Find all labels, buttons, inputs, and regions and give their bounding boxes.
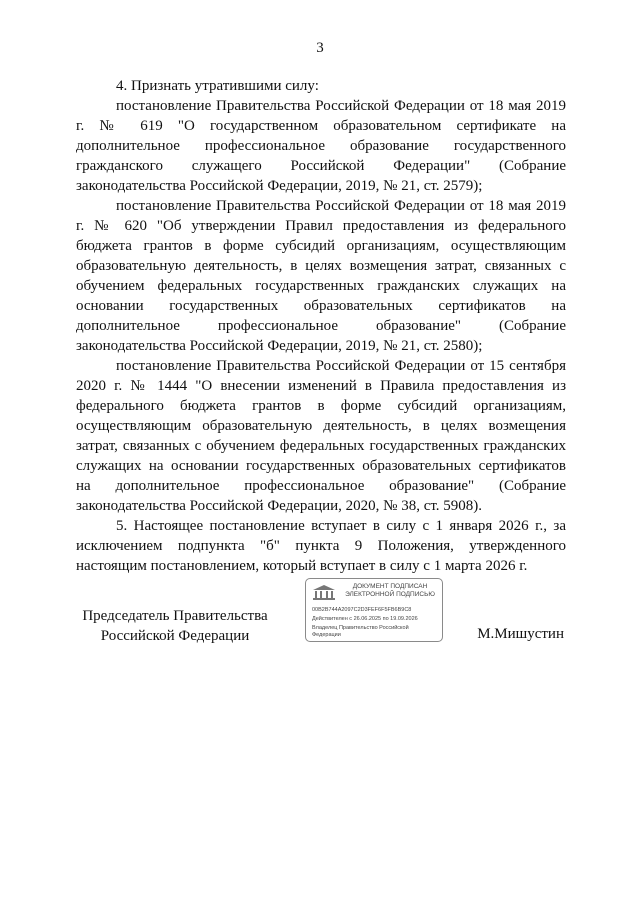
paragraph-repeal-1444: постановление Правительства Российской Федерации от 15 сентября 2020 г. № 1444 "О внесении изменений в Правила предоставления из федерального бюджета грантов в форме субсидий организациям, осуществляющим образовательную деятельность, в целях возмещения затрат, связанных с обучением федеральных государственных гражданских служащих на основании государственных образовательных сертификатов на дополнительное профессиональное образование" (Собрание законодательства Российской Федерации, 2020, № 38, ст. 5908). [76, 358, 566, 514]
paragraph-item-5: 5. Настоящее постановление вступает в силу с 1 января 2026 г., за исключением подпункта "б" пункта 9 Положения, утвержденного настоящим постановлением, который вступает в силу с 1 марта 2026 г. [76, 518, 566, 574]
signer-title: Председатель Правительства Российской Федерации [82, 608, 268, 644]
electronic-signature-stamp [305, 578, 443, 642]
paragraph-repeal-620: постановление Правительства Российской Федерации от 18 мая 2019 г. № 620 "Об утверждении Правил предоставления из федерального бюджета грантов в форме субсидий организациям, осуществляющим образовательную деятельность, в целях возмещения затрат, связанных с обучением федеральных государственных гражданских служащих на основании государственных образовательных сертификатов на дополнительное профессиональное образование" (Собрание законодательства Российской Федерации, 2019, № 21, ст. 2580); [76, 198, 566, 354]
paragraph-item-4: 4. Признать утратившими силу: [116, 78, 319, 94]
stamp-certificate: 00B2B744A2097C2D3FEF6F5FB6B9C8 [312, 607, 412, 613]
stamp-title: ДОКУМЕНТ ПОДПИСАН ЭЛЕКТРОННОЙ ПОДПИСЬЮ [345, 583, 435, 598]
document-body [76, 76, 566, 576]
page-number: 3 [316, 40, 324, 56]
stamp-validity: Действителен с 26.06.2025 по 19.09.2026 [312, 616, 418, 622]
paragraph-repeal-619: постановление Правительства Российской Федерации от 18 мая 2019 г. № 619 "О государственном образовательном сертификате на дополнительное профессиональное образование государственного гражданского служащего Российской Федерации" (Собрание законодательства Российской Федерации, 2019, № 21, ст. 2579); [76, 98, 566, 194]
stamp-owner: Владелец Правительство Российской Федерации [312, 625, 409, 638]
emblem-icon [311, 584, 337, 602]
signer-name: М.Мишустин [477, 626, 564, 642]
